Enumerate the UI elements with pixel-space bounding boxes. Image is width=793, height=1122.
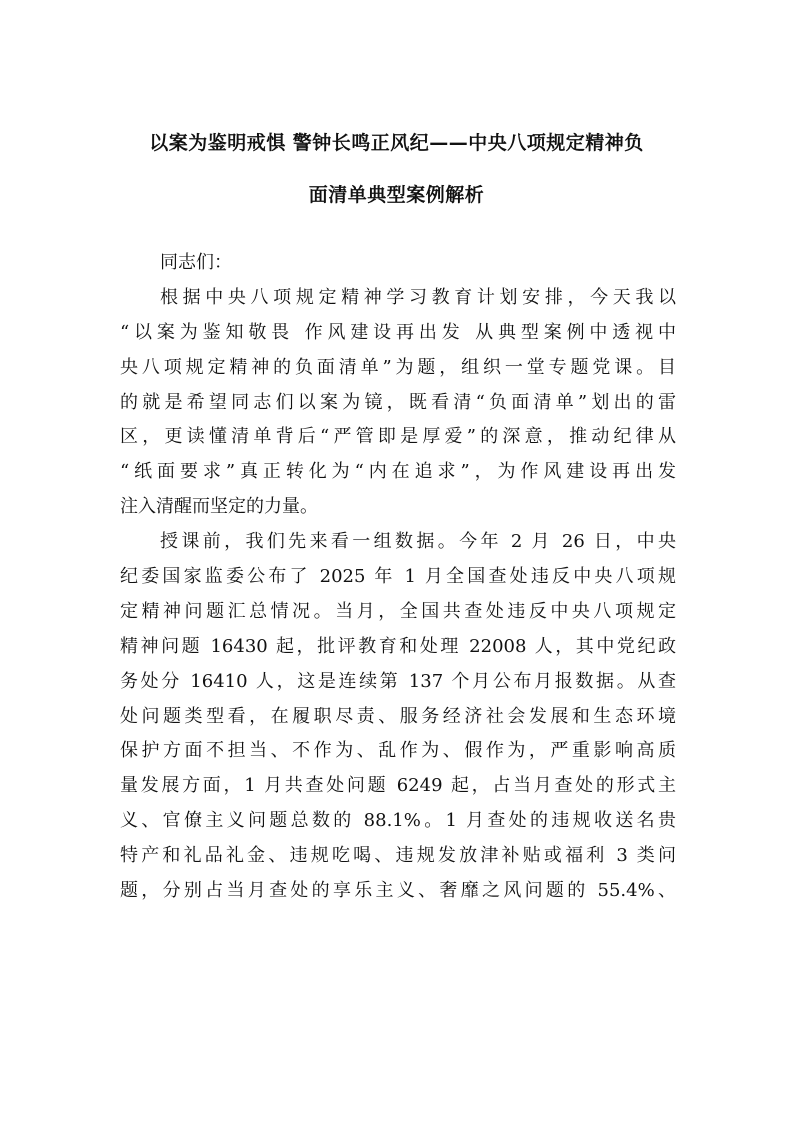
paragraph-line: 精神问题 16430 起，批评教育和处理 22008 人，其中党纪政 bbox=[120, 635, 676, 657]
paragraph-1 bbox=[120, 281, 676, 525]
document-title-line-2: 面清单典型案例解析 bbox=[308, 184, 485, 206]
document-title-line-1: 以案为鉴明戒惧 警钟长鸣正风纪——中央八项规定精神负 bbox=[149, 132, 644, 154]
paragraph-line: 注入清醒而坚定的力量。 bbox=[120, 496, 318, 518]
paragraph-line: 纪委国家监委公布了 2025 年 1 月全国查处违反中央八项规 bbox=[120, 566, 676, 588]
paragraph-line: 定精神问题汇总情况。当月，全国共查处违反中央八项规定 bbox=[120, 600, 676, 622]
paragraph-line: “以案为鉴知敬畏 作风建设再出发 从典型案例中透视中 bbox=[120, 321, 676, 343]
paragraph-line: 央八项规定精神的负面清单”为题，组织一堂专题党课。目 bbox=[120, 356, 676, 378]
document-body bbox=[120, 246, 676, 909]
paragraph-line: 根据中央八项规定精神学习教育计划安排，今天我以 bbox=[160, 286, 676, 308]
paragraph-line: 授课前，我们先来看一组数据。今年 2 月 26 日，中央 bbox=[160, 531, 676, 553]
paragraph-line: 区，更读懂清单背后“严管即是厚爱”的深意，推动纪律从 bbox=[120, 426, 676, 448]
paragraph-line: 保护方面不担当、不作为、乱作为、假作为，严重影响高质 bbox=[120, 740, 676, 762]
paragraph-line: 处问题类型看，在履职尽责、服务经济社会发展和生态环境 bbox=[120, 705, 676, 727]
paragraph-line: 特产和礼品礼金、违规吃喝、违规发放津补贴或福利 3 类问 bbox=[120, 845, 676, 867]
paragraph-line: 务处分 16410 人，这是连续第 137 个月公布月报数据。从查 bbox=[120, 670, 676, 692]
paragraph-2 bbox=[120, 525, 676, 909]
paragraph-line: 义、官僚主义问题总数的 88.1%。1 月查处的违规收送名贵 bbox=[120, 810, 676, 832]
paragraph-line: 题，分别占当月查处的享乐主义、奢靡之风问题的 55.4%、 bbox=[120, 880, 676, 902]
paragraph-line: 的就是希望同志们以案为镜，既看清“负面清单”划出的雷 bbox=[120, 391, 676, 413]
paragraph-line: “纸面要求”真正转化为“内在追求”，为作风建设再出发 bbox=[120, 461, 676, 483]
salutation: 同志们： bbox=[160, 252, 232, 273]
paragraph-line: 量发展方面，1 月共查处问题 6249 起，占当月查处的形式主 bbox=[120, 775, 676, 797]
